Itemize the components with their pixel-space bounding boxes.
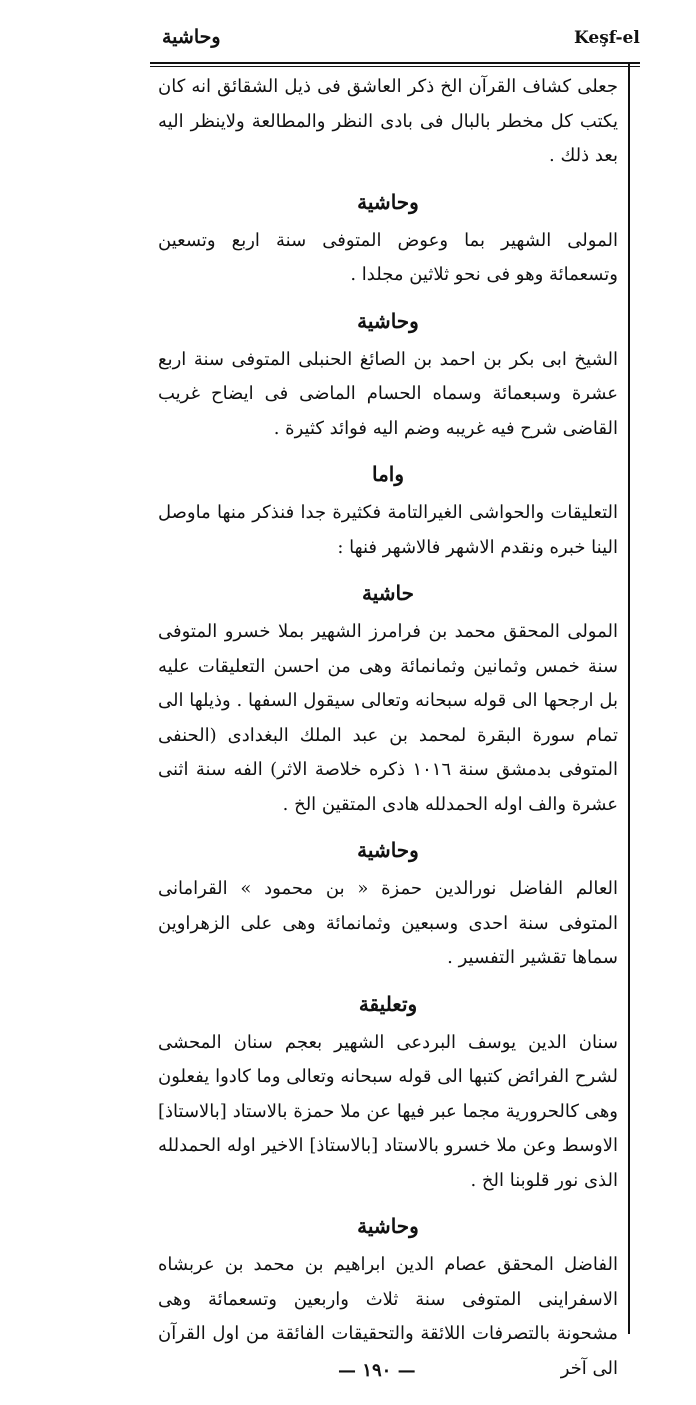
paragraph: المولى الشهير بما وعوض المتوفى سنة اربع وتسعين وتسعمائة وهو فى نحو ثلاثين مجلدا . (158, 229, 618, 285)
margin-rule (628, 64, 630, 1334)
page-number: — ١٩٠ — (338, 1360, 416, 1381)
paragraph: العالم الفاضل نورالدين حمزة « بن محمود » القرامانى المتوفى سنة احدى وسبعين وثمانمائة وهى على الزهراوين سماها تقشير التفسير . (158, 878, 618, 968)
text-body (158, 70, 618, 1386)
section-heading: وحاشية (357, 308, 419, 333)
header-rule (150, 62, 640, 67)
paragraph: التعليقات والحواشى الغيرالتامة فكثيرة جدا فنذكر منها ماوصل الينا خبره ونقدم الاشهر فالاشهر فنها : (158, 502, 618, 558)
running-header-right: وحاشية (162, 26, 221, 48)
paragraph: الشيخ ابى بكر بن احمد بن الصائغ الحنبلى المتوفى سنة اربع عشرة وسبعمائة وسماه الحسام الماضى فى ايضاح غريب القاضى شرح فيه غريبه وضم اليه فوائد كثيرة . (158, 348, 618, 439)
section-heading: حاشية (362, 581, 414, 605)
section-heading: وتعليقة (358, 991, 418, 1016)
section-heading: وحاشية (357, 1214, 419, 1238)
paragraph: جعلى كشاف القرآن الخ ذكر العاشق فى ذيل الشقائق انه كان يكتب كل مخطر بالبال فى بادى النظر والمطالعة ولاينظر اليه بعد ذلك . (158, 76, 618, 166)
section-heading: وحاشية (357, 189, 419, 214)
running-header-left: Keşf-el (574, 28, 640, 48)
section-heading: وحاشية (357, 838, 419, 862)
paragraph: الفاضل المحقق عصام الدين ابراهيم بن محمد بن عربشاه الاسفراينى المتوفى سنة ثلاث واربعين وتسعمائة وهى مشحونة بالتصرفات اللائقة والتحقيقات الفائقة من اول القرآن الى آخر (158, 1254, 618, 1379)
paragraph: المولى المحقق محمد بن فرامرز الشهير بملا خسرو المتوفى سنة خمس وثمانين وثمانمائة وهى من احسن التعليقات عليه بل ارجحها الى قوله سبحانه وتعالى سيقول السفها . وذيلها الى تمام سورة البقرة لمحمد بن عبد الملك البغدادى (الحنفى المتوفى بدمشق سنة ١٠١٦ ذكره خلاصة الاثر) الفه سنة اثنى عشرة والف اوله الحمدلله هادى المتقين الخ . (158, 621, 618, 815)
section-heading: واما (371, 462, 405, 486)
paragraph: سنان الدين يوسف البردعى الشهير بعجم سنان المحشى لشرح الفرائض كتبها الى قوله سبحانه وتعالى وما كادوا يفعلون وهى كالحرورية مجما عبر فيها عن ملا حمزة بالاستاد [بالاستاذ] الاوسط وعن ملا خسرو بالاستاد [بالاستاذ] الاخير اوله الحمدلله الذى نور قلوبنا الخ . (158, 1031, 618, 1191)
